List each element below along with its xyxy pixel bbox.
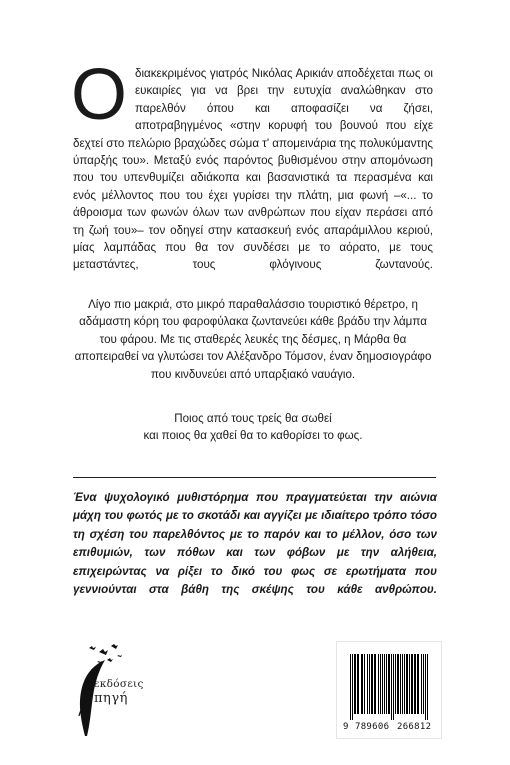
barcode-bar xyxy=(427,654,428,720)
barcode-bar xyxy=(393,654,394,720)
barcode-digit-lead: 9 xyxy=(343,722,349,732)
barcode-bar xyxy=(386,654,387,714)
barcode-bar xyxy=(361,654,363,714)
question-line-1: Ποιος από τους τρείς θα σωθεί xyxy=(174,412,332,425)
barcode-bar xyxy=(421,654,422,714)
blurb-paragraph xyxy=(73,489,437,599)
barcode xyxy=(348,654,436,720)
synopsis-question xyxy=(73,410,433,445)
barcode-bar xyxy=(354,654,356,714)
barcode-bar xyxy=(417,654,419,714)
synopsis-paragraph-1 xyxy=(71,55,433,274)
barcode-bar xyxy=(425,654,426,720)
publisher-name-line-2: πηγή xyxy=(94,691,128,706)
section-divider xyxy=(73,477,436,478)
barcode-bar xyxy=(371,654,373,714)
barcode-bar xyxy=(395,654,396,714)
barcode-bar xyxy=(364,654,365,714)
barcode-bar xyxy=(350,654,351,720)
barcode-bar xyxy=(369,654,370,714)
quill-with-birds-icon xyxy=(55,640,145,740)
barcode-bar xyxy=(357,654,359,714)
barcode-bar xyxy=(402,654,403,714)
synopsis-paragraph-2: Λίγο πιο μακριά, στο μικρό παραθαλάσσιο τουριστικό θέρετρο, η αδάμαστη κόρη του φαροφύλακα ζωντανεύει κάθε βράδυ την λάμπα του φάρου. Με τις σταθερές λευκές της δέσμες, η Μάρθα θα αποπειραθεί να γλυτώσει τον Αλέξανδρο Τόμσον, έναν δημοσιογράφο που κινδυνεύει από υπαρξιακό ναυάγιο. xyxy=(74,298,432,381)
barcode-bar xyxy=(367,654,368,714)
barcode-bar xyxy=(384,654,385,714)
synopsis-paragraph-1-end: περάσει από τη ζωή του»– τον οδηγεί στην κατασκευή ενός απαράμιλλου κεριού, μίας λαμπάδας που θα τον συνδέσει με το αόρατο, με τους μεταστάντες, τους φλόγινους ζωντανούς. xyxy=(73,206,433,272)
barcode-bar xyxy=(380,654,381,714)
barcode-bar xyxy=(391,654,392,720)
synopsis-paragraph-1-text: διακεκριμένος γιατρός Νικόλας Αρικιάν αποδέχεται πως οι ευκαιρίες για να βρει την ευτυχία αναλώθηκαν στο παρελθόν όπου και αποφασίζει να ζήσει, αποτραβηγμένος «στην κορυφή του βουνού που είχε δεχτεί στο πελώριο βραχώδες σώμα τ' απομεινάρια της πολυκύμαντης ύπαρξής του». Μεταξύ ενός παρόντος βυθισμένου στην απομόνωση που του υπενθυμίζει αδιάκοπα και βασανιστικά τα περασμένα και ενός μέλλοντος που του έχει γυρίσει την πλάτη, μια φωνή –«... το άθροισμα των φωνών όλων των ανθρώπων που είχαν xyxy=(73,67,433,220)
barcode-bar xyxy=(414,654,416,714)
blurb-text-end: που γεννιούνται στα βάθη της σκέψης του κάθε ανθρώπου. xyxy=(73,564,437,597)
drop-cap: Ο xyxy=(71,55,128,135)
barcode-bar xyxy=(409,654,410,714)
barcode-bar xyxy=(352,654,353,720)
barcode-bar xyxy=(411,654,413,714)
barcode-group-2: 266812 xyxy=(397,722,432,732)
publisher-name-line-1: εκδόσεις xyxy=(94,678,144,690)
barcode-bar xyxy=(374,654,376,714)
question-line-2: και ποιος θα χαθεί θα το καθορίσει το φως. xyxy=(143,429,363,443)
barcode-group-1: 789606 xyxy=(355,722,390,732)
barcode-bar xyxy=(378,654,379,714)
barcode-bar xyxy=(423,654,424,714)
barcode-bar xyxy=(382,654,383,714)
blurb-text: Ένα ψυχολογικό μυθιστόρημα που πραγματεύεται την αιώνια μάχη του φωτός με το σκοτάδι και αγγίζει με ιδιαίτερο τρόπο τόσο τη σχέση του παρελθόντος με το παρόν και το μέλλον, όσο των επιθυμιών, των πόθων και των φόβων με την αλήθεια, επιχειρώντας να ρίξει το δικό του φως σε ερωτήματα xyxy=(73,491,437,578)
barcode-bar xyxy=(397,654,399,714)
barcode-bar xyxy=(388,654,390,714)
barcode-bar xyxy=(406,654,408,714)
barcode-bar xyxy=(400,654,401,714)
barcode-bar xyxy=(404,654,405,714)
